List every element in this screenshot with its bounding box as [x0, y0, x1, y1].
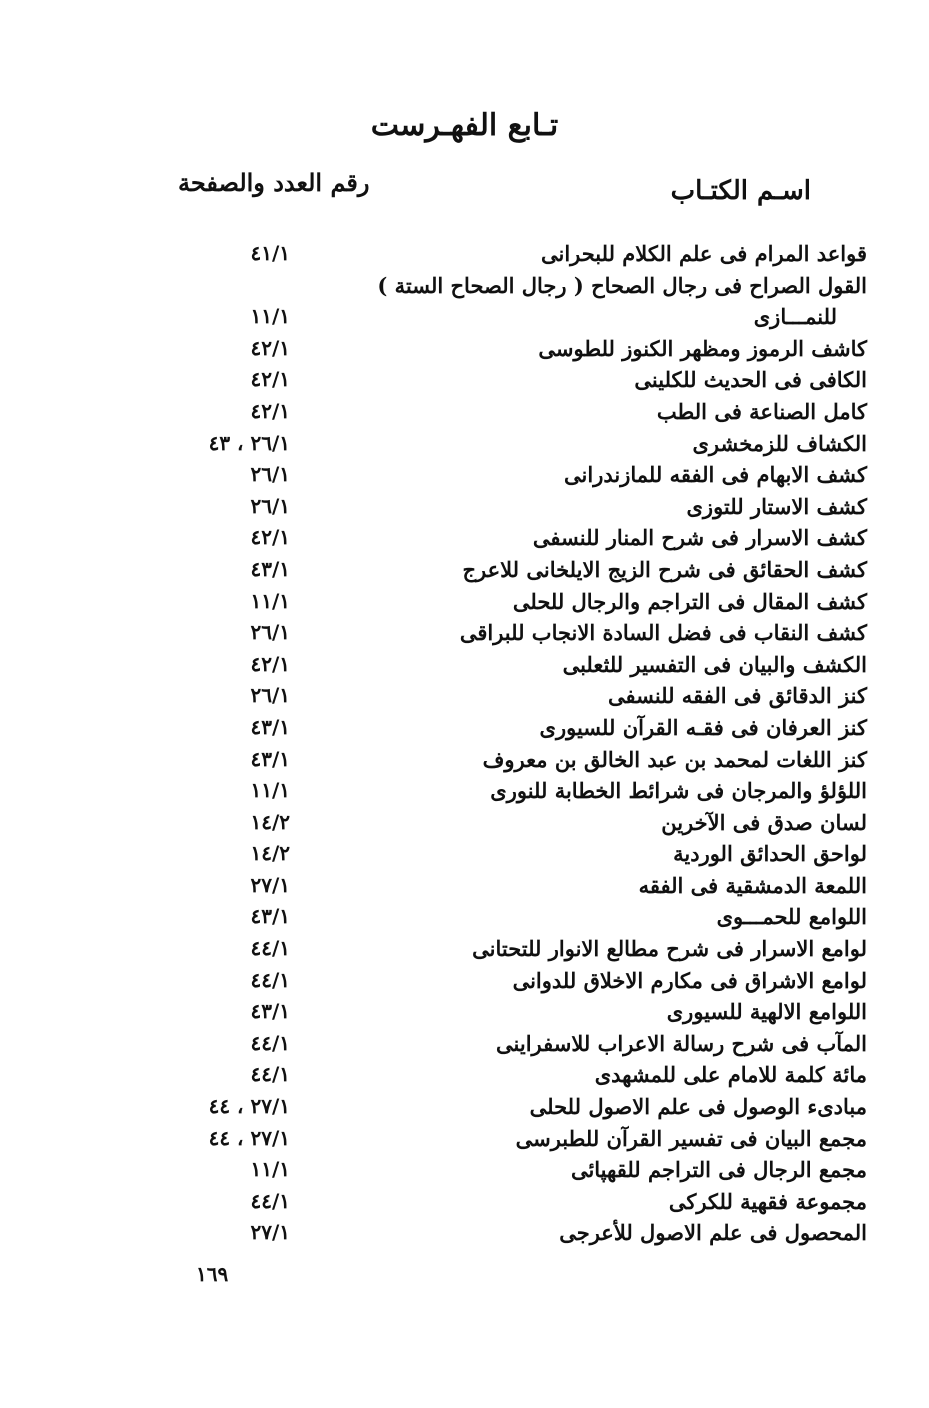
index-row: [0, 554, 929, 586]
index-row: [0, 870, 929, 902]
book-title: الكافى فى الحديث للكلينى: [634, 367, 867, 393]
volume-page-ref: ٢٦/١ ، ٤٣: [208, 430, 290, 455]
index-row: [0, 1059, 929, 1091]
book-title: الكشاف للزمخشرى: [692, 430, 867, 456]
volume-page-ref: ٤٢/١: [250, 367, 290, 392]
book-title: كشف الاستار للتوزى: [686, 493, 867, 519]
index-row: [0, 1154, 929, 1186]
index-row: [0, 775, 929, 807]
book-title: المآب فى شرح رسالة الاعراب للاسفراينى: [496, 1030, 867, 1056]
book-title: اللمعة الدمشقية فى الفقه: [638, 872, 867, 898]
index-row: [0, 364, 929, 396]
volume-page-ref: ٢٦/١: [250, 620, 290, 645]
index-row: [0, 238, 929, 270]
book-title: القول الصراح فى رجال الصحاح ( رجال الصحاح الستة ): [377, 272, 867, 298]
index-row: [0, 712, 929, 744]
volume-page-ref: ٢٧/١ ، ٤٤: [208, 1094, 290, 1119]
book-title: المحصول فى علم الاصول للأعرجى: [559, 1220, 867, 1246]
volume-page-ref: ٤٣/١: [250, 556, 290, 581]
volume-page-ref: ١١/١: [250, 778, 290, 803]
book-title: كشف المقال فى التراجم والرجال للحلى: [512, 588, 867, 614]
volume-page-ref: ٤٢/١: [250, 525, 290, 550]
book-title: مبادىء الوصول فى علم الاصول للحلى: [529, 1094, 867, 1120]
index-row: [0, 617, 929, 649]
book-title: الكشف والبيان فى التفسير للثعلبى: [562, 651, 867, 677]
volume-page-ref: ٤٣/١: [250, 746, 290, 771]
index-row: [0, 1123, 929, 1155]
volume-page-ref: ٢٧/١: [250, 872, 290, 897]
index-row: [0, 680, 929, 712]
volume-page-ref: ٤٤/١: [250, 1188, 290, 1213]
volume-page-ref: ٢٦/١: [250, 683, 290, 708]
index-row: [0, 1186, 929, 1218]
index-row: [0, 333, 929, 365]
index-row: [0, 396, 929, 428]
index-list: [0, 238, 929, 1249]
book-title: مجمع البيان فى تفسير القرآن للطبرسى: [515, 1125, 867, 1151]
page-number: ١٦٩: [196, 1262, 229, 1286]
book-title: كنز الدقائق فى الفقه للنسفى: [607, 683, 867, 709]
index-row: [0, 301, 929, 333]
book-title: لوامع الاسرار فى شرح مطالع الانوار للتحتانى: [472, 936, 867, 962]
volume-page-ref: ٢٧/١ ، ٤٤: [208, 1125, 290, 1150]
book-title: لوامع الاشراق فى مكارم الاخلاق للدوانى: [512, 967, 867, 993]
volume-page-ref: ٤٢/١: [250, 335, 290, 360]
book-title: كنز اللغات لمحمد بن عبد الخالق بن معروف: [482, 746, 867, 772]
index-row: [0, 901, 929, 933]
volume-page-ref: ٢٧/١: [250, 1220, 290, 1245]
index-row: [0, 838, 929, 870]
book-title: مائة كلمة للامام على للمشهدى: [594, 1062, 867, 1088]
volume-page-ref: ٤٢/١: [250, 651, 290, 676]
book-title: اللوامع للحمـــوى: [716, 904, 867, 930]
book-title: قواعد المرام فى علم الكلام للبحرانى: [540, 241, 867, 266]
index-row: [0, 807, 929, 839]
volume-page-ref: ٤٣/١: [250, 999, 290, 1024]
index-row: [0, 1028, 929, 1060]
volume-page-ref: ٤٤/١: [250, 936, 290, 961]
book-title: كشف النقاب فى فضل السادة الانجاب للبراقى: [459, 620, 867, 646]
column-header-volume-page: رقم العدد والصفحة: [178, 168, 370, 197]
index-row: [0, 649, 929, 681]
volume-page-ref: ٤٤/١: [250, 1062, 290, 1087]
book-title: مجمع الرجال فى التراجم للقهپائى: [570, 1157, 867, 1183]
volume-page-ref: ٤٤/١: [250, 1030, 290, 1055]
book-title: كشف الحقائق فى شرح الزيج الايلخانى للاعرج: [462, 556, 867, 582]
index-row: [0, 459, 929, 491]
page-title: تـابع الفهـرست: [370, 108, 559, 143]
book-title: اللوامع الالهية للسيورى: [666, 999, 867, 1025]
volume-page-ref: ٤٣/١: [250, 904, 290, 929]
index-row: [0, 1091, 929, 1123]
column-header-book-name: اسـم الكتـاب: [670, 176, 811, 206]
book-title: لسان صدق فى الآخرين: [661, 809, 867, 835]
book-title: كنز العرفان فى فقـه القرآن للسيورى: [539, 714, 867, 740]
volume-page-ref: ٤٣/١: [250, 714, 290, 739]
index-row: [0, 586, 929, 618]
volume-page-ref: ١١/١: [250, 304, 290, 329]
volume-page-ref: ١١/١: [250, 1157, 290, 1182]
book-title: للنمـــازى: [753, 304, 837, 330]
index-row: [0, 965, 929, 997]
book-title: كامل الصناعة فى الطب: [656, 398, 867, 424]
book-title: مجموعة فقهية للكركى: [668, 1188, 867, 1214]
index-row: [0, 522, 929, 554]
volume-page-ref: ٢٦/١: [250, 462, 290, 487]
index-row: [0, 1217, 929, 1249]
index-row: [0, 933, 929, 965]
volume-page-ref: ١٤/٢: [250, 841, 290, 866]
volume-page-ref: ٤٤/١: [250, 967, 290, 992]
index-row: [0, 270, 929, 302]
volume-page-ref: ٤٢/١: [250, 398, 290, 423]
volume-page-ref: ٤١/١: [250, 241, 290, 265]
book-title: كاشف الرموز ومظهر الكنوز للطوسى: [538, 335, 867, 361]
book-title: اللؤلؤ والمرجان فى شرائط الخطابة للنورى: [490, 778, 867, 804]
volume-page-ref: ١٤/٢: [250, 809, 290, 834]
book-title: كشف الابهام فى الفقه للمازندرانى: [564, 462, 867, 488]
index-row: [0, 428, 929, 460]
volume-page-ref: ٢٦/١: [250, 493, 290, 518]
book-title: كشف الاسرار فى شرح المنار للنسفى: [532, 525, 867, 551]
index-row: [0, 491, 929, 523]
index-row: [0, 996, 929, 1028]
book-title: لواحق الحدائق الوردية: [673, 841, 867, 867]
volume-page-ref: ١١/١: [250, 588, 290, 613]
index-row: [0, 744, 929, 776]
